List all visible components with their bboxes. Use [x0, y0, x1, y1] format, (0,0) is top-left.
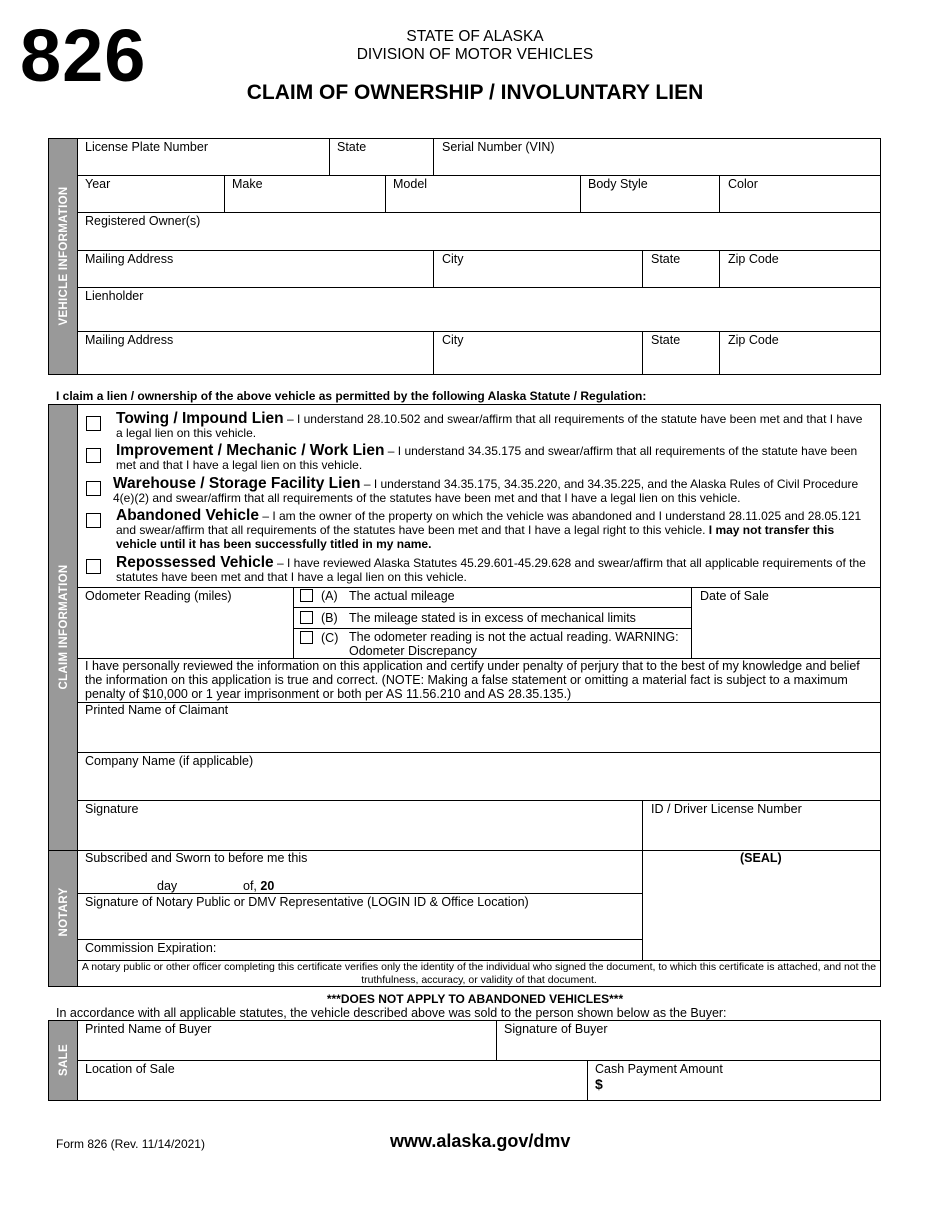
towing-checkbox[interactable] — [86, 416, 101, 431]
notary-month-field[interactable]: of, 20 — [243, 879, 275, 893]
color-field[interactable]: Color — [728, 177, 758, 191]
certify-statement: I have personally reviewed the information on this application and certify under penalty of perjury that to the best of my knowledge and belief the information on this application is true and correct. (NOTE: Making a false statement or omitting a material fact is subject to a maximum penalty of $10,000 or 1 year imprisonment or both per AS 11.56.210 and AS 28.35.135.) — [85, 659, 860, 701]
year-field[interactable]: Year — [85, 177, 111, 191]
claim-section-label: CLAIM INFORMATION — [58, 564, 70, 690]
odometer-option-b-letter: (B) — [321, 611, 338, 625]
seal-area: (SEAL) — [740, 851, 782, 865]
subscribed-sworn: Subscribed and Sworn to before me this — [85, 851, 308, 865]
odometer-option-b-checkbox[interactable] — [300, 611, 313, 624]
abandoned-checkbox[interactable] — [86, 513, 101, 528]
improvement-checkbox[interactable] — [86, 448, 101, 463]
registered-owner-field[interactable]: Registered Owner(s) — [85, 214, 201, 228]
state-field[interactable]: State — [337, 140, 367, 154]
claimant-name-field[interactable]: Printed Name of Claimant — [85, 703, 229, 717]
notary-signature-field[interactable]: Signature of Notary Public or DMV Representative (LOGIN ID & Office Location) — [85, 895, 529, 909]
odometer-option-c-checkbox[interactable] — [300, 631, 313, 644]
make-field[interactable]: Make — [232, 177, 263, 191]
date-of-sale-field[interactable]: Date of Sale — [700, 589, 769, 603]
lienholder-mailing-address-field[interactable]: Mailing Address — [85, 333, 174, 347]
notary-disclaimer: A notary public or other officer completing this certificate verifies only the identity of the individual who signed the document, to which this certificate is attached, and not the truthfulness, accuracy, or validity of that document. — [81, 961, 877, 986]
repossessed-option: Repossessed Vehicle – I have reviewed Alaska Statutes 45.29.601-45.29.628 and swear/affirm that all applicable requirements of the statutes have been met and that I have a legal lien on this vehicle. — [116, 554, 866, 584]
page-title: CLAIM OF OWNERSHIP / INVOLUNTARY LIEN — [246, 81, 704, 104]
company-name-field[interactable]: Company Name (if applicable) — [85, 754, 254, 768]
model-field[interactable]: Model — [393, 177, 428, 191]
odometer-option-a-text: The actual mileage — [349, 589, 455, 603]
lienholder-state-field[interactable]: State — [651, 333, 681, 347]
location-of-sale-field[interactable]: Location of Sale — [85, 1062, 175, 1076]
owner-city-field[interactable]: City — [442, 252, 464, 266]
buyer-signature-field[interactable]: Signature of Buyer — [504, 1022, 608, 1036]
sale-intro: In accordance with all applicable statutes, the vehicle described above was sold to the person shown below as the Buyer: — [56, 1006, 727, 1020]
header-division: DIVISION OF MOTOR VEHICLES — [356, 46, 594, 63]
form-number: 826 — [20, 14, 147, 97]
vehicle-section-label: VEHICLE INFORMATION — [58, 186, 70, 326]
lienholder-field[interactable]: Lienholder — [85, 289, 144, 303]
odometer-option-c-text: The odometer reading is not the actual reading. WARNING: Odometer Discrepancy — [349, 630, 679, 658]
sale-section-label: SALE — [58, 1044, 70, 1076]
owner-mailing-address-field[interactable]: Mailing Address — [85, 252, 174, 266]
lienholder-city-field[interactable]: City — [442, 333, 464, 347]
commission-expiration-field[interactable]: Commission Expiration: — [85, 941, 217, 955]
notary-section-label: NOTARY — [58, 887, 70, 937]
warehouse-checkbox[interactable] — [86, 481, 101, 496]
id-license-field[interactable]: ID / Driver License Number — [651, 802, 802, 816]
odometer-option-c-letter: (C) — [321, 631, 339, 645]
notary-day-field[interactable]: day — [157, 879, 178, 893]
warehouse-option: Warehouse / Storage Facility Lien – I understand 34.35.175, 34.35.220, and 34.35.225, and the Alaska Rules of Civil Procedure 4(e)(2) and swear/affirm that all requirements of the statutes have been met and that I have a legal lien on this vehicle. — [113, 475, 859, 505]
repossessed-checkbox[interactable] — [86, 559, 101, 574]
odometer-option-a-checkbox[interactable] — [300, 589, 313, 602]
claimant-signature-field[interactable]: Signature — [85, 802, 139, 816]
odometer-option-b-text: The mileage stated is in excess of mechanical limits — [349, 611, 636, 625]
buyer-name-field[interactable]: Printed Name of Buyer — [85, 1022, 212, 1036]
dmv-website[interactable]: www.alaska.gov/dmv — [390, 1131, 571, 1151]
vin-field[interactable]: Serial Number (VIN) — [442, 140, 555, 154]
towing-option: Towing / Impound Lien – I understand 28.10.502 and swear/affirm that all requirements of the statute have been met and that I have a legal lien on this vehicle. — [116, 410, 863, 440]
claim-intro: I claim a lien / ownership of the above vehicle as permitted by the following Alaska Statute / Regulation: — [56, 389, 647, 403]
body-style-field[interactable]: Body Style — [588, 177, 648, 191]
form-revision: Form 826 (Rev. 11/14/2021) — [56, 1137, 205, 1151]
license-plate-field[interactable]: License Plate Number — [85, 140, 208, 154]
odometer-field[interactable]: Odometer Reading (miles) — [85, 589, 232, 603]
dollar-sign: $ — [595, 1076, 603, 1092]
owner-zip-field[interactable]: Zip Code — [728, 252, 779, 266]
odometer-option-a-letter: (A) — [321, 589, 338, 603]
lienholder-zip-field[interactable]: Zip Code — [728, 333, 779, 347]
abandoned-option: Abandoned Vehicle – I am the owner of the property on which the vehicle was abandoned and I understand 28.11.025 and 28.05.121 and swear/affirm that all requirements of the statutes have been met and that I have a legal right to this vehicle. I may not transfer this vehicle until it has been successfully titled in my name. — [116, 507, 862, 551]
improvement-option: Improvement / Mechanic / Work Lien – I understand 34.35.175 and swear/affirm that all requirements of the statute have been met and that I have a legal lien on this vehicle. — [116, 442, 858, 472]
cash-payment-field[interactable]: Cash Payment Amount — [595, 1062, 723, 1076]
header-state: STATE OF ALASKA — [406, 28, 544, 45]
owner-state-field[interactable]: State — [651, 252, 681, 266]
not-apply-notice: ***DOES NOT APPLY TO ABANDONED VEHICLES*** — [326, 992, 624, 1006]
